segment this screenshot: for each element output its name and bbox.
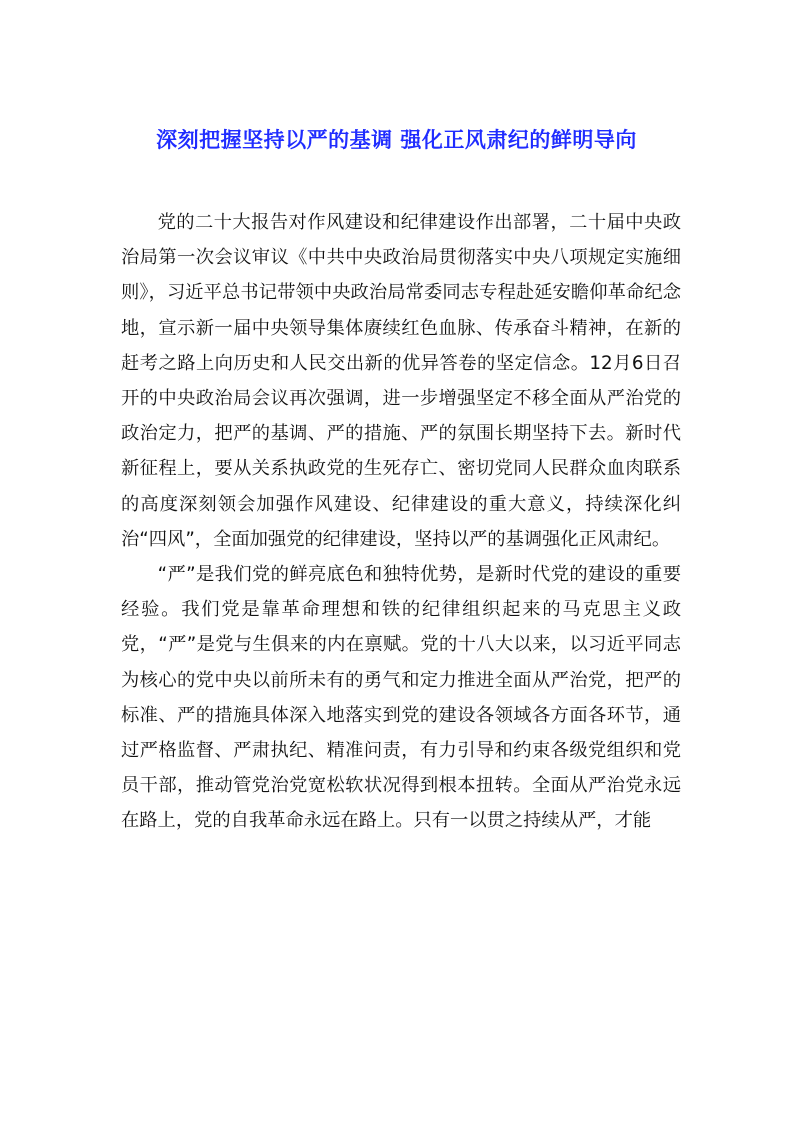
- document-title: 深刻把握坚持以严的基调 强化正风肃纪的鲜明导向: [156, 128, 637, 152]
- paragraph-1: 党的二十大报告对作风建设和纪律建设作出部署，二十届中央政治局第一次会议审议《中共中央政治局贯彻落实中央八项规定实施细则》，习近平总书记带领中央政治局常委同志专程赴延安瞻仰革命纪念地，宣示新一届中央领导集体赓续红色血脉、传承奋斗精神，在新的赶考之路上向历史和人民交出新的优异答卷的坚定信念。12月6日召开的中央政治局会议再次强调，进一步增强坚定不移全面从严治党的政治定力，把严的基调、严的措施、严的氛围长期坚持下去。新时代新征程上，要从关系执政党的生死存亡、密切党同人民群众血肉联系的高度深刻领会加强作风建设、纪律建设的重大意义，持续深化纠治“四风”，全面加强党的纪律建设，坚持以严的基调强化正风肃纪。: [121, 212, 681, 550]
- paragraph-2: “严”是我们党的鲜亮底色和独特优势，是新时代党的建设的重要经验。我们党是靠革命理想和铁的纪律组织起来的马克思主义政党，“严”是党与生俱来的内在禀赋。党的十八大以来，以习近平同志为核心的党中央以前所未有的勇气和定力推进全面从严治党，把严的标准、严的措施具体深入地落实到党的建设各领域各方面各环节，通过严格监督、严肃执纪、精准问责，有力引导和约束各级党组织和党员干部，推动管党治党宽松软状况得到根本扭转。全面从严治党永远在路上，党的自我革命永远在路上。只有一以贯之持续从严，才能: [121, 564, 681, 832]
- document-body: [121, 205, 681, 839]
